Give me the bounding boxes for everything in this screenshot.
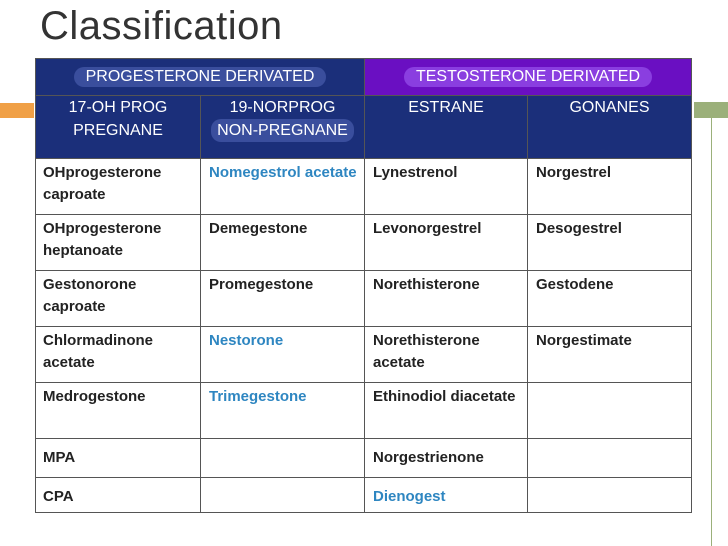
column-header-line2: NON-PREGNANE <box>211 119 354 142</box>
table-row <box>36 215 692 271</box>
group-header-testosterone <box>365 59 692 96</box>
table-cell: Nestorone <box>201 327 365 383</box>
group-header-row <box>36 59 692 96</box>
column-header-line1: ESTRANE <box>408 99 484 116</box>
column-header <box>201 96 365 159</box>
table-cell <box>528 478 692 513</box>
group-label-progesterone: PROGESTERONE DERIVATED <box>74 67 327 87</box>
table-cell: OHprogesterone heptanoate <box>36 215 201 271</box>
table-cell: Levonorgestrel <box>365 215 528 271</box>
slide-title: Classification <box>40 4 283 48</box>
table-cell: Ethinodiol diacetate <box>365 383 528 439</box>
table-cell: Norgestrienone <box>365 439 528 478</box>
column-header-line2: PREGNANE <box>73 122 163 139</box>
column-header-line1: 17-OH PROG <box>68 99 168 116</box>
table-cell: Nomegestrol acetate <box>201 159 365 215</box>
column-header-row <box>36 96 692 159</box>
table-cell: Norethisterone acetate <box>365 327 528 383</box>
column-header-line1: GONANES <box>569 99 650 116</box>
table-cell: Lynestrenol <box>365 159 528 215</box>
table-cell <box>201 439 365 478</box>
table-cell: Trimegestone <box>201 383 365 439</box>
table-cell: Medrogestone <box>36 383 201 439</box>
table-row <box>36 478 692 513</box>
table-cell: Promegestone <box>201 271 365 327</box>
table-cell: Gestodene <box>528 271 692 327</box>
table-cell: MPA <box>36 439 201 478</box>
column-header <box>365 96 528 159</box>
decorative-line-right <box>711 118 712 546</box>
table-cell: Norgestimate <box>528 327 692 383</box>
table-cell: Demegestone <box>201 215 365 271</box>
table-cell: Dienogest <box>365 478 528 513</box>
table-row <box>36 271 692 327</box>
table-row <box>36 383 692 439</box>
table-cell: Gestonorone caproate <box>36 271 201 327</box>
decorative-bar-left <box>0 103 34 118</box>
table-cell <box>528 383 692 439</box>
table-cell <box>528 439 692 478</box>
table-row <box>36 439 692 478</box>
column-header <box>36 96 201 159</box>
group-label-testosterone: TESTOSTERONE DERIVATED <box>404 67 652 87</box>
column-header <box>528 96 692 159</box>
column-header-line1: 19-NORPROG <box>229 99 336 116</box>
table-cell: Norethisterone <box>365 271 528 327</box>
table-cell: Desogestrel <box>528 215 692 271</box>
table-body <box>36 159 692 513</box>
table-cell <box>201 478 365 513</box>
group-header-progesterone <box>36 59 365 96</box>
classification-table <box>35 58 692 513</box>
table-row <box>36 159 692 215</box>
table-cell: Norgestrel <box>528 159 692 215</box>
decorative-bar-right <box>694 102 728 118</box>
table-cell: CPA <box>36 478 201 513</box>
table-cell: OHprogesterone caproate <box>36 159 201 215</box>
table-row <box>36 327 692 383</box>
table-cell: Chlormadinone acetate <box>36 327 201 383</box>
